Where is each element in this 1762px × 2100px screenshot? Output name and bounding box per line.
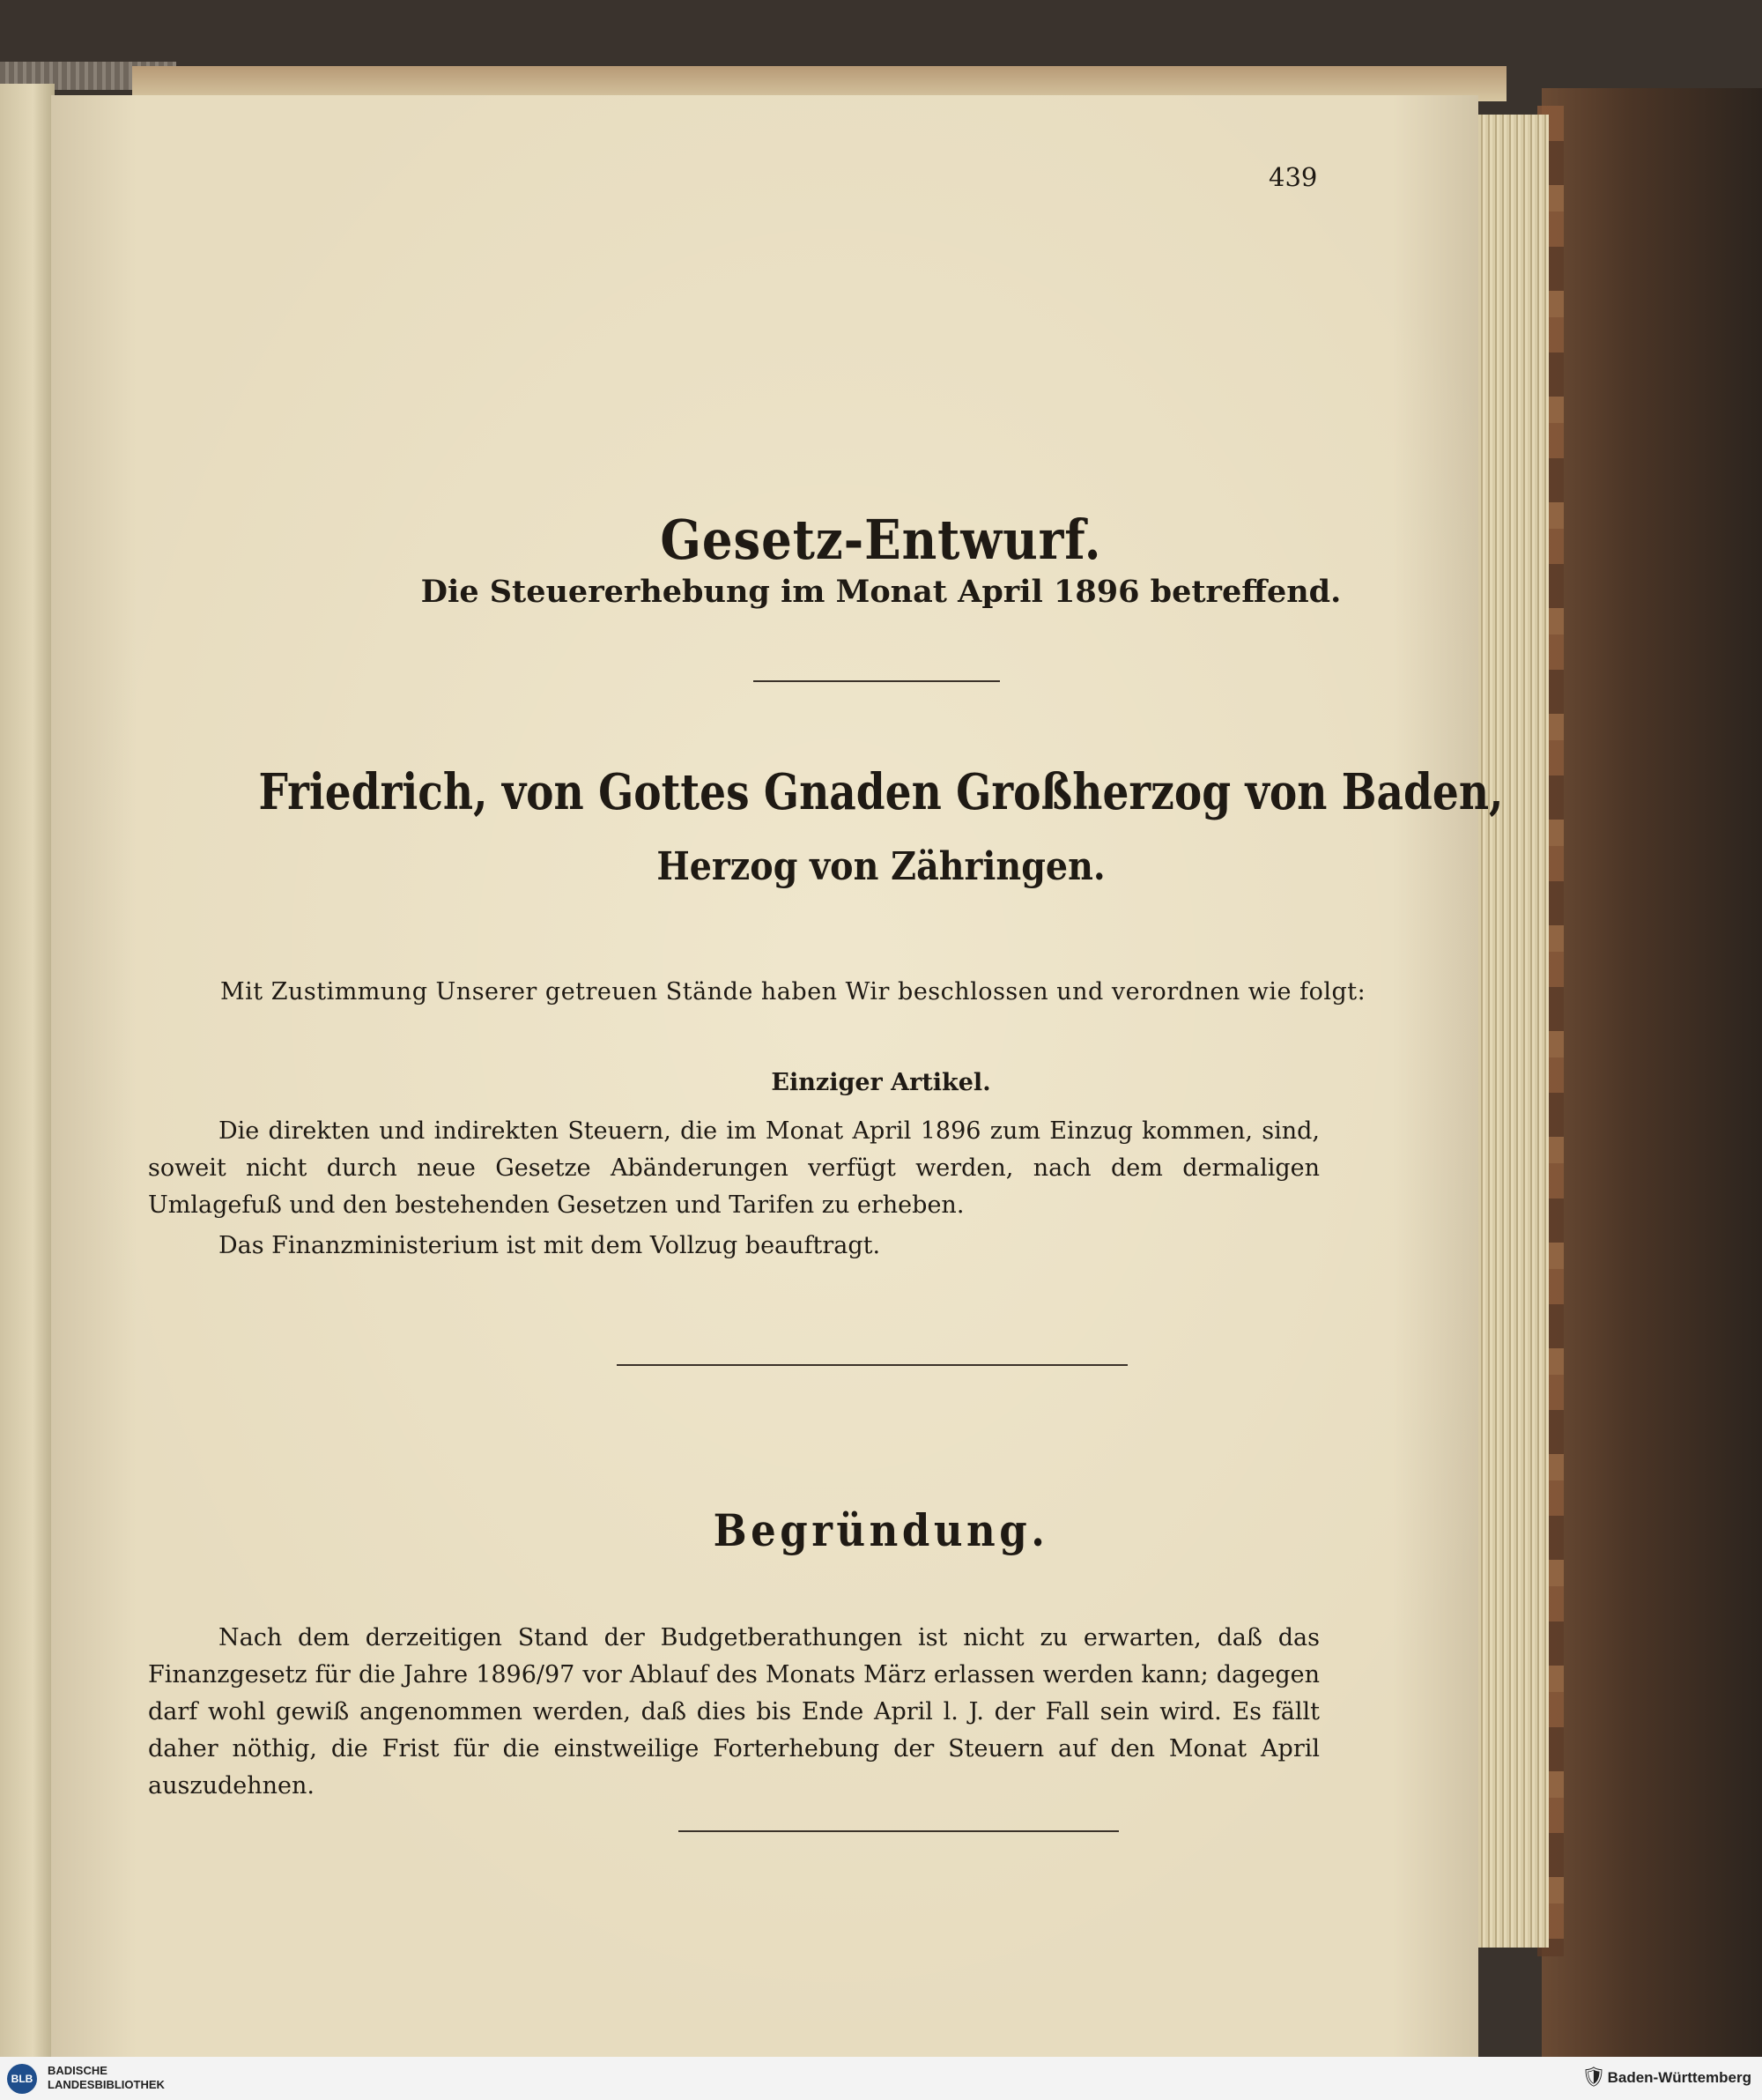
preamble: Mit Zustimmung Unserer getreuen Stände haben Wir beschlossen und verordnen wie folgt: xyxy=(220,978,1366,1005)
reasoning-text: Nach dem derzeitigen Stand der Budgetberathungen ist nicht zu erwarten, daß das Finanzgesetz für die Jahre 1896/97 vor Ablauf des Monats März erlassen werden kann; dagegen darf wohl gewiß angenommen werden, daß dies bis Ende April l. J. der Fall sein wird. Es fällt daher nöthig, die Frist für die einstweilige Forterhebung der Steuern auf den Monat April auszudehnen. xyxy=(148,1624,1320,1799)
divider-line xyxy=(678,1830,1119,1832)
library-name-line2: LANDESBIBLIOTHEK xyxy=(48,2078,165,2091)
divider-line xyxy=(617,1364,1128,1366)
state-coat-of-arms-icon: 🛡 xyxy=(1581,2067,1606,2089)
ministry-text: Das Finanzministerium ist mit dem Vollzug beauftragt. xyxy=(218,1232,881,1259)
library-name-line1: BADISCHE xyxy=(48,2064,107,2077)
article-heading: Einziger Artikel. xyxy=(771,1069,991,1096)
sovereign-title: Friedrich, von Gottes Gnaden Großherzog von Baden, xyxy=(258,763,1504,821)
divider-line xyxy=(753,680,1000,682)
document-subtitle: Die Steuererhebung im Monat April 1896 betreffend. xyxy=(420,574,1342,610)
library-name[interactable] xyxy=(48,2064,165,2092)
viewer-footer xyxy=(0,2057,1762,2100)
duke-title: Herzog von Zähringen. xyxy=(656,844,1106,889)
article-text: Die direkten und indirekten Steuern, die im Monat April 1896 zum Einzug kommen, sind, soweit nicht durch neue Gesetze Abänderungen verfügt werden, nach dem dermaligen Umlagefuß und den bestehenden Gesetzen und Tarifen zu erheben. xyxy=(148,1117,1320,1219)
reasoning-heading: Begründung. xyxy=(713,1504,1049,1556)
state-name[interactable]: Baden-Württemberg xyxy=(1607,2069,1751,2086)
document-title: Gesetz-Entwurf. xyxy=(660,508,1102,572)
library-logo[interactable]: BLB xyxy=(7,2064,37,2094)
page-number: 439 xyxy=(1269,162,1318,192)
page-stack-edges xyxy=(1471,115,1549,1948)
